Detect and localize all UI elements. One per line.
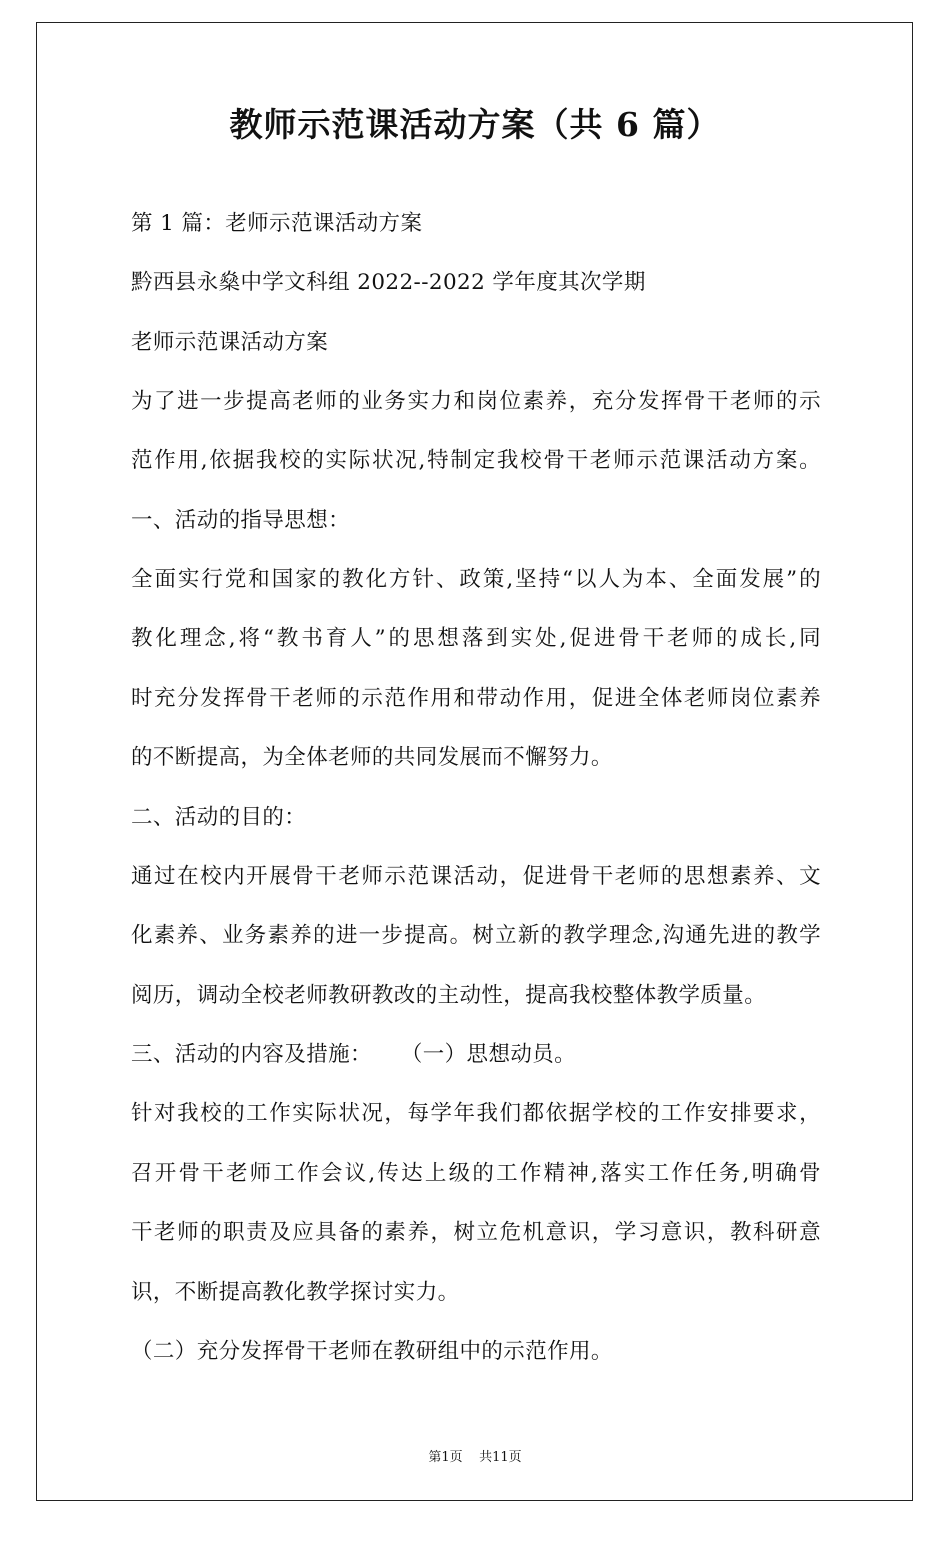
paragraph-line: 老师示范课活动方案 (131, 330, 329, 355)
paragraph-line: 范作用,依据我校的实际状况,特制定我校骨干老师示范课活动方案。 (131, 448, 821, 473)
paragraph-line: 召开骨干老师工作会议,传达上级的工作精神,落实工作任务,明确骨 (131, 1161, 821, 1186)
paragraph-line: 通过在校内开展骨干老师示范课活动，促进骨干老师的思想素养、文 (131, 864, 821, 889)
paragraph-line: 化素养、业务素养的进一步提高。树立新的教学理念,沟通先进的教学 (131, 923, 821, 948)
paragraph-line: 黔西县永燊中学文科组 2022--2022 学年度其次学期 (131, 270, 646, 295)
paragraph-line: 全面实行党和国家的教化方针、政策,坚持“以人为本、全面发展”的 (131, 567, 821, 592)
document-title: 教师示范课活动方案（共 6 篇） (229, 105, 721, 144)
paragraph-line: 阅历，调动全校老师教研教改的主动性，提高我校整体教学质量。 (131, 983, 767, 1008)
page-number-footer: 第1页 共11页 (428, 1450, 522, 1465)
paragraph-line: 时充分发挥骨干老师的示范作用和带动作用，促进全体老师岗位素养 (131, 686, 821, 711)
paragraph-line: 干老师的职责及应具备的素养，树立危机意识，学习意识，教科研意 (131, 1220, 821, 1245)
paragraph-line: 的不断提高，为全体老师的共同发展而不懈努力。 (131, 745, 613, 770)
paragraph-line: 识，不断提高教化教学探讨实力。 (131, 1280, 460, 1305)
subsection-heading: （二）充分发挥骨干老师在教研组中的示范作用。 (131, 1339, 613, 1364)
paragraph-line: 为了进一步提高老师的业务实力和岗位素养，充分发挥骨干老师的示 (131, 389, 821, 414)
paragraph-line: 针对我校的工作实际状况，每学年我们都依据学校的工作安排要求， (131, 1101, 821, 1126)
section-heading: 一、活动的指导思想： (131, 508, 351, 533)
paragraph-line: 教化理念,将“教书育人”的思想落到实处,促进骨干老师的成长,同 (131, 626, 821, 651)
section-heading: 二、活动的目的： (131, 805, 307, 830)
chapter-heading: 第 1 篇：老师示范课活动方案 (131, 211, 423, 236)
section-heading: 三、活动的内容及措施： （一）思想动员。 (131, 1042, 577, 1067)
